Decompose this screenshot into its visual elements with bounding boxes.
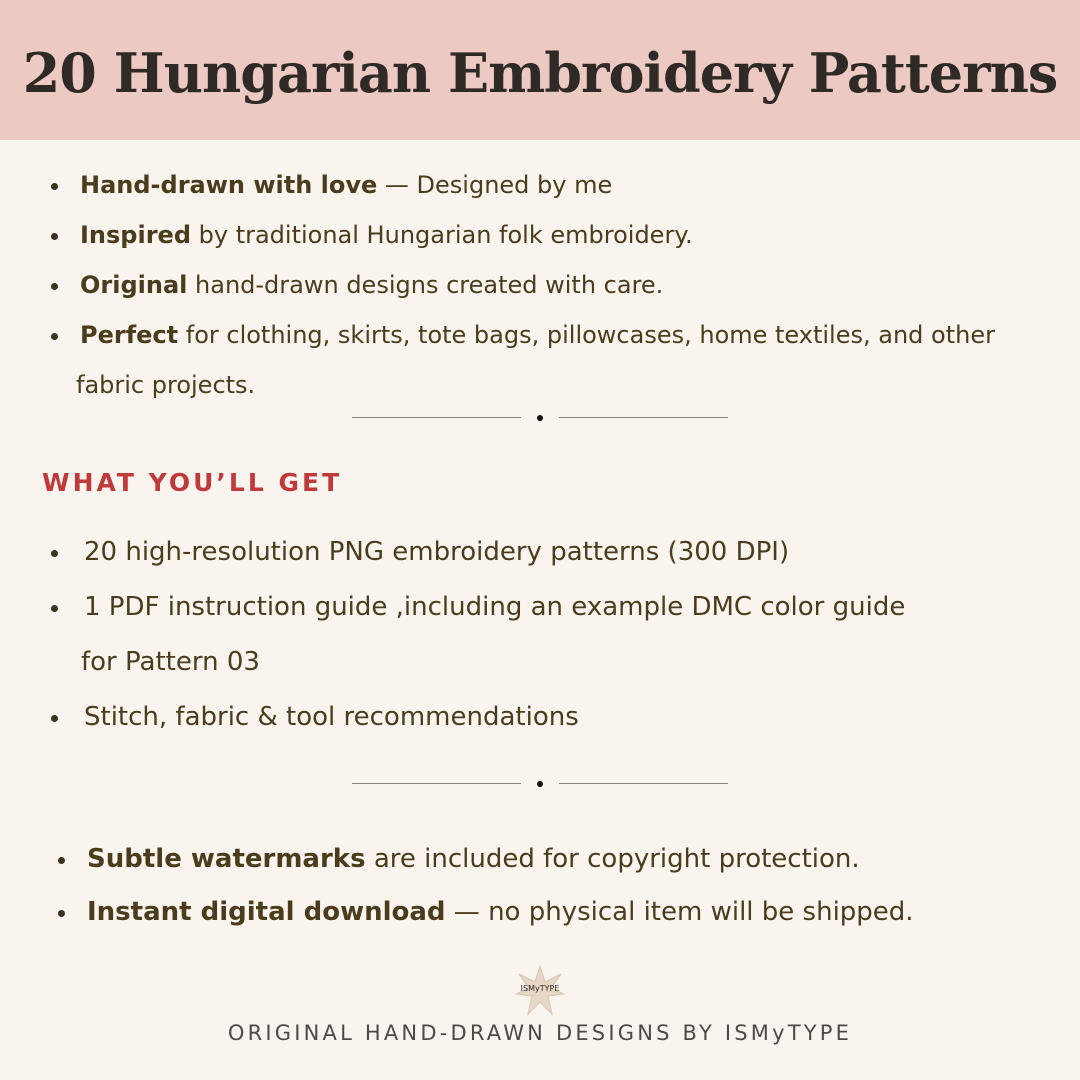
bullet-icon [51, 605, 58, 612]
item-bold: Inspired [80, 221, 191, 249]
bullet-icon [51, 715, 58, 722]
item-text: Stitch, fabric & tool recommendations [84, 702, 579, 732]
item-bold: Perfect [80, 321, 179, 349]
list-item [87, 843, 860, 875]
section-heading: WHAT YOU’LL GET [42, 468, 343, 497]
divider [352, 779, 728, 789]
star-logo-icon [514, 964, 566, 1016]
divider [352, 413, 728, 423]
item-text: — no physical item will be shipped. [445, 897, 914, 927]
item-bold: Original [80, 271, 188, 299]
bullet-icon [51, 550, 58, 557]
item-text: 1 PDF instruction guide ,including an example DMC color guide [84, 592, 906, 622]
footer-tagline: ORIGINAL HAND-DRAWN DESIGNS BY ISMyTYPE [227, 1021, 853, 1045]
list-item-continuation: fabric projects. [76, 371, 256, 399]
item-bold: Hand-drawn with love [80, 171, 378, 199]
item-text: hand-drawn designs created with care. [187, 271, 664, 299]
list-item [80, 170, 612, 200]
bullet-icon [51, 233, 58, 240]
list-item [84, 536, 789, 568]
header-banner [0, 0, 1080, 140]
item-text: — Designed by me [377, 171, 613, 199]
bullet-icon [51, 333, 58, 340]
list-item [80, 270, 663, 300]
list-item [87, 896, 914, 928]
list-item [80, 220, 693, 250]
bullet-icon [51, 283, 58, 290]
page-title: 20 Hungarian Embroidery Patterns [22, 41, 1058, 105]
bullet-icon [58, 857, 65, 864]
logo-text: ISMyTYPE [520, 984, 560, 993]
list-item [84, 591, 905, 623]
item-bold: Subtle watermarks [87, 844, 366, 874]
item-bold: Instant digital download [87, 897, 446, 927]
list-item [80, 320, 995, 350]
list-item [84, 701, 579, 733]
item-text: 20 high-resolution PNG embroidery patterns (300 DPI) [84, 537, 790, 567]
item-text: are included for copyright protection. [365, 844, 860, 874]
item-text: for clothing, skirts, tote bags, pillowcases, home textiles, and other [178, 321, 995, 349]
item-text: by traditional Hungarian folk embroidery. [191, 221, 693, 249]
bullet-icon [51, 183, 58, 190]
list-item-continuation: for Pattern 03 [81, 647, 260, 677]
bullet-icon [58, 910, 65, 917]
